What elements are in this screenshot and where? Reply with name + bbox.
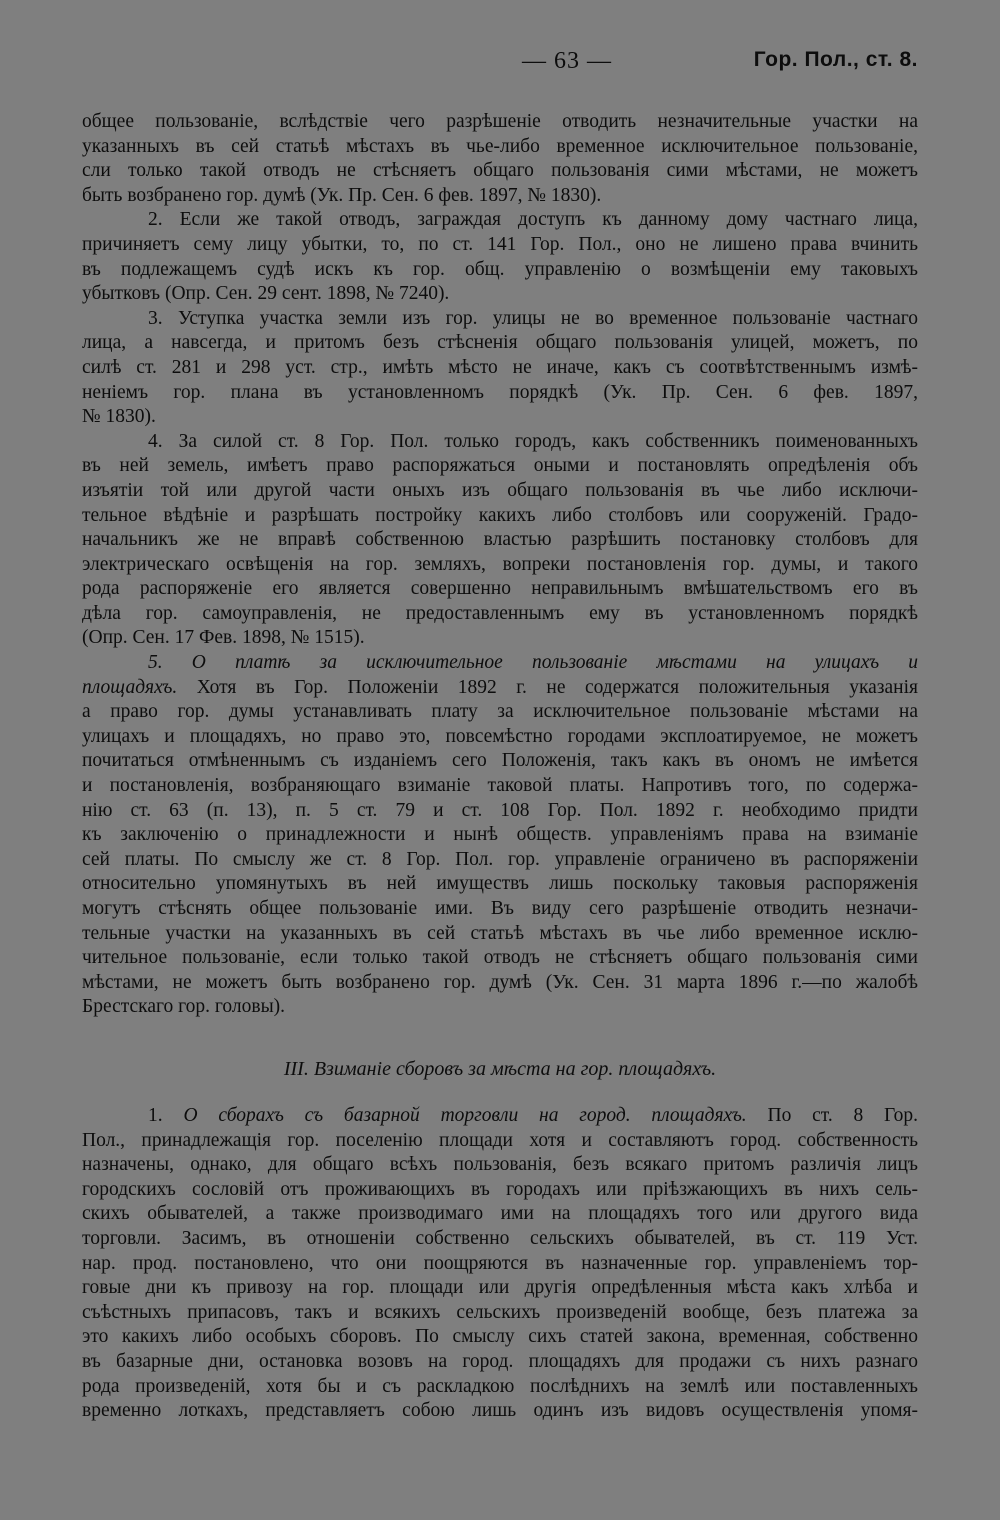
section-paragraph-first-line [82, 1104, 918, 1129]
text-line: изъятіи той или другой части оныхъ изъ общаго пользованія въ чье либо исключи- [82, 479, 918, 501]
text-line: сей платы. По смыслу же ст. 8 Гор. Пол. гор. управленіе ограничено въ распоряженіи [82, 848, 918, 870]
text-line: причиняетъ сему лицу убытки, то, по ст. 141 Гор. Пол., оно не лишено права вчинить [82, 233, 918, 255]
paragraph-5-italic-tail: площадяхъ. [82, 676, 178, 698]
item-italic-heading: О сборахъ съ базарной торговли на город. площадяхъ. [183, 1105, 747, 1126]
running-head: Гор. Пол., ст. 8. [753, 48, 918, 71]
text-line [82, 676, 918, 701]
text-line: могутъ стѣснять общее пользованіе ими. Въ виду сего разрѣшеніе отводить незначи- [82, 898, 918, 919]
section-text-block [82, 1104, 918, 1424]
text-line: въ ней земель, имѣетъ право распоряжаться оными и постановлять опредѣленія объ [82, 455, 918, 477]
text-line: указанныхъ въ сей статьѣ мѣстахъ въ чье-либо временное исключительное пользованіе, [82, 135, 918, 157]
paragraph-5-italic-heading: 5. О платѣ за исключительное пользованіе мѣстами на улицахъ и [148, 652, 918, 674]
paragraph-4-first-line: 4. За силой ст. 8 Гор. Пол. только городъ, какъ собственникъ поименованныхъ [148, 430, 918, 452]
item-number: 1. [148, 1105, 184, 1126]
text-line: электрическаго освѣщенія на гор. земляхъ, вопреки постановленія гор. думы, и такого [82, 553, 918, 575]
paragraph-3-first-line: 3. Уступка участка земли изъ гор. улицы не во временное пользованіе частнаго [148, 307, 918, 329]
text-line: начальникъ же не вправѣ собственною властью разрѣшить постановку столбовъ для [82, 529, 918, 551]
text-line: улицахъ и площадяхъ, но право это, повсемѣстно городами эксплоатируемое, не можетъ [82, 725, 918, 747]
text-line: чительное пользованіе, если только такой отводъ не стѣсняетъ общаго пользованія сими [82, 947, 918, 969]
text-line: быть возбранено гор. думѣ (Ук. Пр. Сен. 6 фев. 1897, № 1830). [82, 184, 602, 206]
text-line: торговли. Засимъ, въ отношеніи собственно сельскихъ обывателей, въ ст. 119 Уст. [82, 1227, 918, 1249]
text-line: съѣстныхъ припасовъ, такъ и всякихъ сельскихъ произведеній вообще, безъ платежа за [82, 1301, 918, 1323]
text-line: силѣ ст. 281 и 298 уст. стр., имѣть мѣсто не иначе, какъ съ соотвѣтственнымъ измѣ- [82, 356, 918, 378]
section-heading: III. Взиманіе сборовъ за мѣста на гор. площадяхъ. [283, 1058, 717, 1080]
text-line: почитаться отмѣненнымъ съ изданіемъ сего Положенія, такъ какъ въ ономъ не имѣется [82, 750, 918, 772]
text-line: а право гор. думы устанавливать плату за исключительное пользованіе мѣстами на [82, 701, 918, 723]
text-line: рода распоряженіе его является совершенно неправильнымъ вмѣшательствомъ его въ [82, 578, 918, 600]
page-header [82, 48, 918, 78]
text-line: назначены, однако, для общаго всѣхъ пользованія, безъ всякаго притомъ различія лицъ [82, 1154, 918, 1176]
text-line: и постановленія, возбраняющаго взиманіе таковой платы. Напротивъ того, по содержа- [82, 775, 918, 797]
item-lead-text: По ст. 8 Гор. [746, 1105, 918, 1126]
page-number: — 63 — [522, 48, 612, 74]
text-line: дѣла гор. самоуправленія, не предоставленнымъ ему въ установленномъ порядкѣ [82, 602, 918, 624]
main-text-block [82, 110, 918, 1020]
text-line: нар. прод. постановлено, что они поощряются въ назначенные гор. управленіемъ тор- [82, 1252, 918, 1274]
text-line: это какихъ либо особыхъ сборовъ. По смыслу сихъ статей закона, временная, собственно [82, 1326, 918, 1348]
text-line: общее пользованіе, вслѣдствіе чего разрѣшеніе отводить незначительные участки на [82, 111, 918, 132]
text-line: временно лоткахъ, представляетъ собою лишь одинъ изъ видовъ осуществленія упомя- [82, 1400, 918, 1422]
text-line: тельные участки на указанныхъ въ сей статьѣ мѣстахъ въ чье либо временное исклю- [82, 922, 918, 944]
text-line: относительно упомянутыхъ въ ней имуществъ лишь поскольку таковыя распоряженія [82, 873, 918, 895]
text-line: говые дни къ привозу на гор. площади или другія опредѣленныя мѣста какъ хлѣба и [82, 1277, 918, 1299]
text-line: лица, а навсегда, и притомъ безъ стѣсненія общаго пользованія улицей, можетъ, по [82, 332, 918, 354]
paragraph-2-first-line: 2. Если же такой отводъ, заграждая доступъ къ данному дому частнаго лица, [148, 209, 918, 231]
text-line: убытковъ (Опр. Сен. 29 сент. 1898, № 7240). [82, 283, 450, 305]
text-line: (Опр. Сен. 17 Фев. 1898, № 1515). [82, 627, 365, 649]
paragraph-5-lead-text: Хотя въ Гор. Положеніи 1892 г. не содержатся положительныя указанія [177, 676, 918, 698]
text-line: № 1830). [82, 406, 156, 428]
text-line: Пол., принадлежащія гор. поселенію площади хотя и составляютъ город. собственность [82, 1129, 918, 1151]
text-line: въ базарные дни, остановка возовъ на город. площадяхъ для продажи съ нихъ разнаго [82, 1350, 918, 1372]
text-line: тельное вѣдѣніе и разрѣшать постройку какихъ либо столбовъ или сооруженій. Градо- [82, 504, 918, 526]
text-line: городскихъ сословій отъ проживающихъ въ городахъ или пріѣзжающихъ въ нихъ сель- [82, 1178, 918, 1200]
text-line: Брестскаго гор. головы). [82, 996, 286, 1018]
text-line: нію ст. 63 (п. 13), п. 5 ст. 79 и ст. 108 Гор. Пол. 1892 г. необходимо придти [82, 799, 918, 821]
text-line: къ заключенію о принадлежности и нынѣ обществ. управленіямъ права на взиманіе [82, 824, 918, 846]
text-line: рода произведеній, хотя бы и съ раскладкою послѣднихъ на землѣ или поставленныхъ [82, 1375, 918, 1397]
text-line: мѣстами, не можетъ быть возбранено гор. думѣ (Ук. Сен. 31 марта 1896 г.—по жалобѣ [82, 971, 918, 993]
text-line: въ подлежащемъ судѣ искъ къ гор. общ. управленію о возмѣщеніи ему таковыхъ [82, 258, 918, 280]
text-line: сли только такой отводъ не стѣсняетъ общаго пользованія сими мѣстами, не можетъ [82, 160, 918, 182]
text-line: скихъ обывателей, а также производимаго ими на площадяхъ того или другого вида [82, 1203, 918, 1225]
text-line: неніемъ гор. плана въ установленномъ порядкѣ (Ук. Пр. Сен. 6 фев. 1897, [82, 381, 918, 403]
